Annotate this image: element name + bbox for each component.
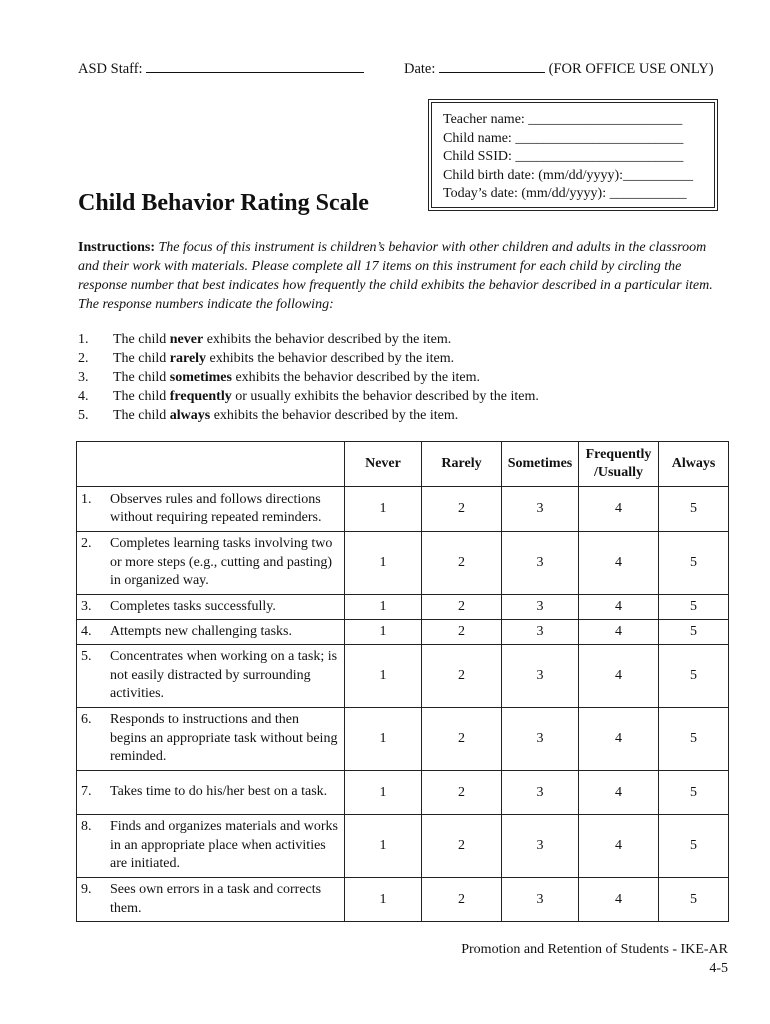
response-text: The child always exhibits the behavior described by the item. (113, 408, 459, 423)
rating-option-1[interactable]: 1 (345, 532, 422, 595)
rating-option-2[interactable]: 2 (422, 708, 502, 771)
rating-option-3[interactable]: 3 (502, 532, 579, 595)
item-text: Takes time to do his/her best on a task. (110, 784, 328, 800)
header-always: Always (659, 442, 729, 487)
rating-option-1[interactable]: 1 (345, 595, 422, 620)
item-number: 2. (81, 536, 92, 552)
rating-option-5[interactable]: 5 (659, 815, 729, 878)
item-cell (77, 487, 345, 532)
office-use-note: (FOR OFFICE USE ONLY) (548, 61, 714, 77)
asd-staff-line[interactable] (146, 72, 364, 73)
rating-option-2[interactable]: 2 (422, 771, 502, 815)
item-cell (77, 532, 345, 595)
response-text: The child never exhibits the behavior described by the item. (113, 332, 452, 347)
item-cell (77, 708, 345, 771)
rating-option-3[interactable]: 3 (502, 487, 579, 532)
date-line[interactable] (439, 72, 545, 73)
page-footer (461, 940, 728, 978)
child-ssid-field[interactable]: Child SSID: ________________________ (443, 149, 684, 164)
item-number: 9. (81, 882, 92, 897)
rating-option-1[interactable]: 1 (345, 620, 422, 645)
item-cell (77, 878, 345, 922)
item-cell (77, 620, 345, 645)
table-row (77, 532, 729, 595)
rating-option-4[interactable]: 4 (579, 815, 659, 878)
table-header-row (77, 442, 729, 487)
response-item (78, 349, 539, 368)
rating-option-1[interactable]: 1 (345, 878, 422, 922)
item-number: 3. (81, 598, 92, 614)
rating-option-1[interactable]: 1 (345, 815, 422, 878)
response-number: 2. (78, 351, 89, 366)
item-column-header (77, 442, 345, 487)
asd-staff-label: ASD Staff: (78, 61, 143, 77)
rating-option-3[interactable]: 3 (502, 595, 579, 620)
item-text: Observes rules and follows directions without requiring repeated reminders. (110, 491, 322, 525)
date-field (404, 61, 714, 78)
instructions-text: The focus of this instrument is children’s behavior with other children and adults in the classroom and their work with materials. Please complete all 17 items on this instrument for each child by circling the response number that best indicates how frequently the child exhibits the behavior described in a particular item. The response numbers indicate the following: (78, 240, 713, 312)
rating-option-3[interactable]: 3 (502, 708, 579, 771)
item-number: 5. (81, 649, 92, 665)
header-never: Never (345, 442, 422, 487)
todays-date-field[interactable]: Today’s date: (mm/dd/yyyy): ___________ (443, 186, 687, 201)
item-cell (77, 815, 345, 878)
item-cell (77, 771, 345, 815)
item-text: Responds to instructions and then begins an appropriate task without being reminded. (110, 712, 338, 765)
table-row (77, 815, 729, 878)
rating-option-2[interactable]: 2 (422, 487, 502, 532)
item-number: 7. (81, 784, 92, 800)
rating-option-4[interactable]: 4 (579, 595, 659, 620)
rating-table (76, 441, 729, 922)
rating-option-5[interactable]: 5 (659, 487, 729, 532)
response-number: 3. (78, 370, 89, 385)
item-cell (77, 595, 345, 620)
rating-option-5[interactable]: 5 (659, 645, 729, 708)
header-sometimes: Sometimes (502, 442, 579, 487)
rating-option-3[interactable]: 3 (502, 815, 579, 878)
response-text: The child sometimes exhibits the behavior described by the item. (113, 370, 481, 385)
item-number: 1. (81, 491, 92, 507)
rating-option-2[interactable]: 2 (422, 620, 502, 645)
table-row (77, 708, 729, 771)
response-item (78, 406, 539, 425)
table-row (77, 620, 729, 645)
item-number: 8. (81, 819, 92, 835)
footer-doc-title: Promotion and Retention of Students - IKE-AR (461, 942, 728, 957)
rating-option-1[interactable]: 1 (345, 645, 422, 708)
instructions-label: Instructions: (78, 240, 156, 255)
teacher-name-field[interactable]: Teacher name: ______________________ (443, 112, 683, 127)
child-name-field[interactable]: Child name: ________________________ (443, 130, 684, 146)
rating-option-5[interactable]: 5 (659, 532, 729, 595)
response-text: The child rarely exhibits the behavior described by the item. (113, 351, 455, 366)
response-scale-list (78, 330, 539, 425)
rating-option-4[interactable]: 4 (579, 487, 659, 532)
child-birth-date-field[interactable]: Child birth date: (mm/dd/yyyy):__________ (443, 167, 694, 183)
header-frequently-usually: Frequently /Usually (579, 442, 659, 487)
rating-option-1[interactable]: 1 (345, 708, 422, 771)
response-number: 4. (78, 389, 89, 404)
table-row (77, 487, 729, 532)
item-text: Completes tasks successfully. (110, 598, 276, 614)
rating-option-4[interactable]: 4 (579, 620, 659, 645)
page-title: Child Behavior Rating Scale (78, 190, 369, 216)
item-text: Attempts new challenging tasks. (110, 623, 292, 639)
response-item (78, 387, 539, 406)
rating-option-5[interactable]: 5 (659, 620, 729, 645)
table-row (77, 595, 729, 620)
rating-option-2[interactable]: 2 (422, 595, 502, 620)
rating-option-3[interactable]: 3 (502, 645, 579, 708)
response-item (78, 368, 539, 387)
header-rarely: Rarely (422, 442, 502, 487)
item-number: 4. (81, 623, 92, 639)
rating-option-1[interactable]: 1 (345, 771, 422, 815)
item-text: Completes learning tasks involving two or more steps (e.g., cutting and pasting) in organized way. (110, 536, 333, 589)
rating-option-2[interactable]: 2 (422, 878, 502, 922)
rating-option-1[interactable]: 1 (345, 487, 422, 532)
rating-option-2[interactable]: 2 (422, 532, 502, 595)
item-text: Sees own errors in a task and corrects them. (110, 882, 322, 916)
instructions-paragraph (78, 238, 728, 314)
rating-option-4[interactable]: 4 (579, 708, 659, 771)
rating-option-2[interactable]: 2 (422, 645, 502, 708)
response-item (78, 330, 539, 349)
rating-option-3[interactable]: 3 (502, 620, 579, 645)
rating-option-4[interactable]: 4 (579, 532, 659, 595)
asd-staff-field (78, 61, 364, 78)
item-text: Concentrates when working on a task; is not easily distracted by surrounding activities. (110, 649, 338, 702)
date-label: Date: (404, 61, 436, 77)
rating-option-3[interactable]: 3 (502, 771, 579, 815)
item-text: Finds and organizes materials and works in an appropriate place when activities are initiated. (110, 819, 338, 872)
item-cell (77, 645, 345, 708)
response-number: 1. (78, 332, 89, 347)
rating-option-4[interactable]: 4 (579, 645, 659, 708)
response-text: The child frequently or usually exhibits the behavior described by the item. (113, 389, 539, 404)
item-number: 6. (81, 712, 92, 728)
rating-option-5[interactable]: 5 (659, 708, 729, 771)
table-row (77, 771, 729, 815)
child-info-box (428, 99, 718, 211)
rating-option-5[interactable]: 5 (659, 595, 729, 620)
rating-option-2[interactable]: 2 (422, 815, 502, 878)
rating-option-5[interactable]: 5 (659, 771, 729, 815)
table-row (77, 878, 729, 922)
response-number: 5. (78, 408, 89, 423)
rating-option-5[interactable]: 5 (659, 878, 729, 922)
footer-page-number: 4-5 (709, 961, 728, 976)
table-row (77, 645, 729, 708)
rating-option-4[interactable]: 4 (579, 771, 659, 815)
rating-option-3[interactable]: 3 (502, 878, 579, 922)
rating-option-4[interactable]: 4 (579, 878, 659, 922)
